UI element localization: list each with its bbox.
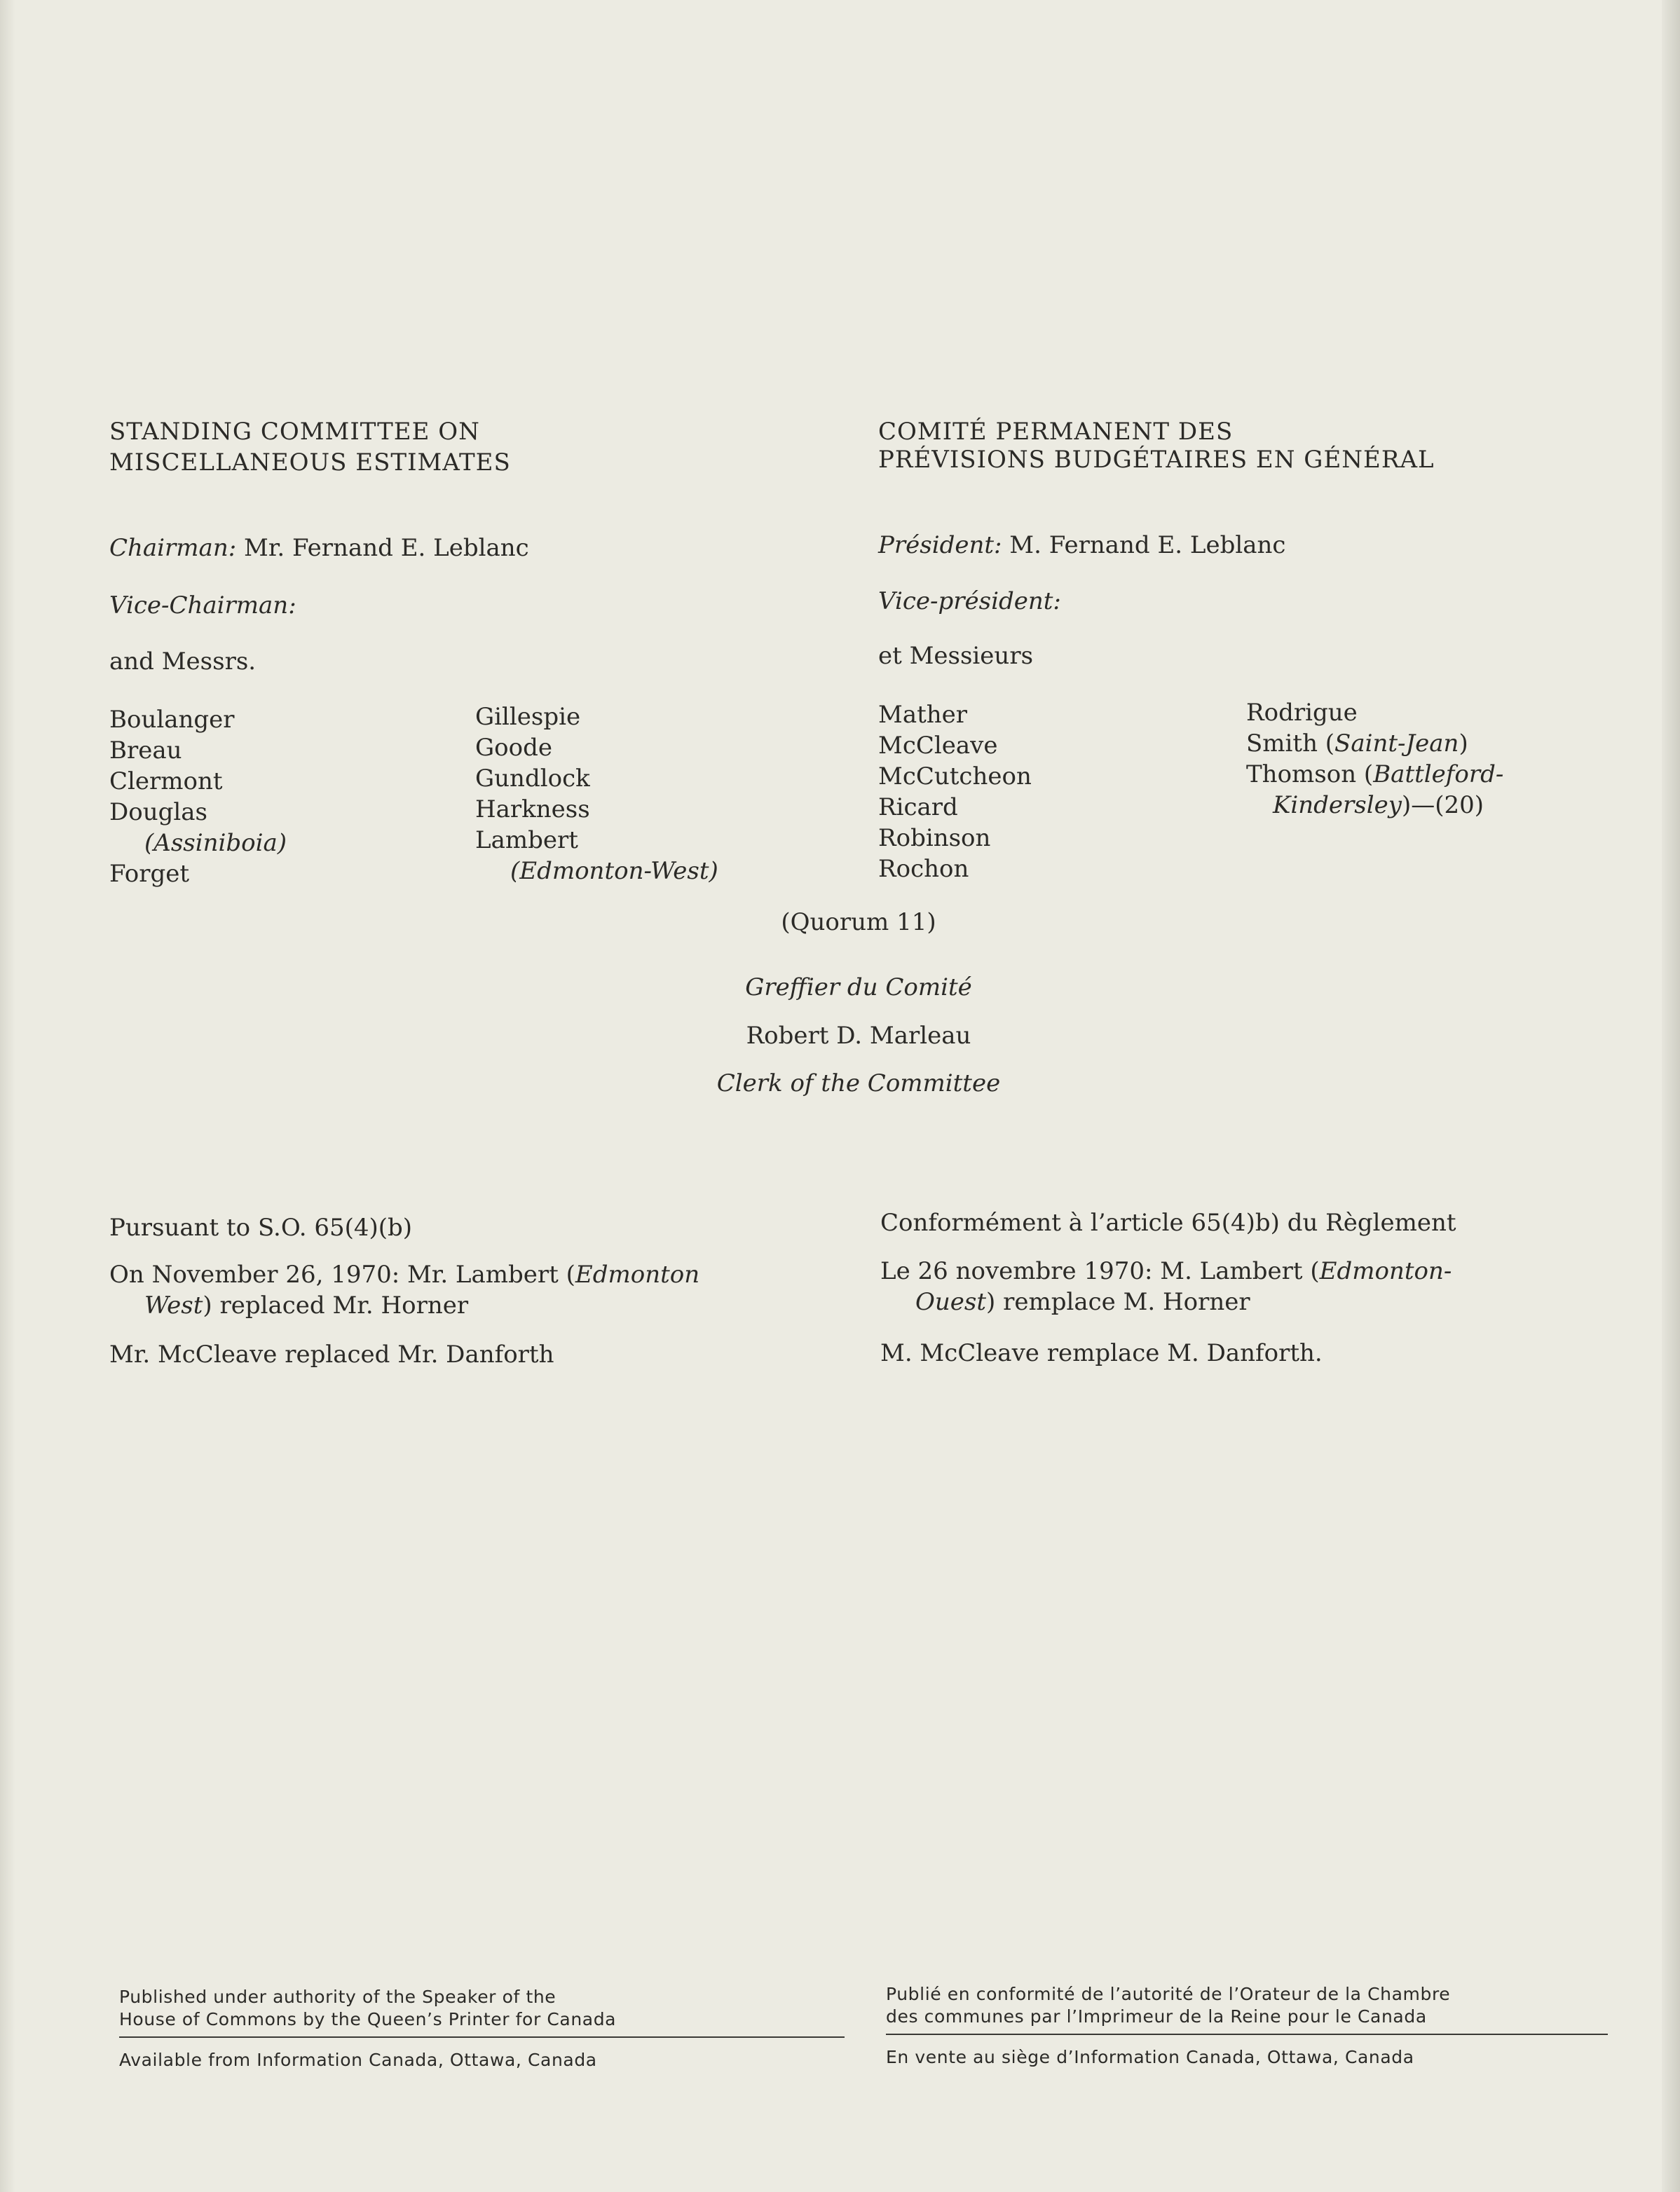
footer-divider-fr (886, 2034, 1608, 2035)
chairman-name: Mr. Fernand E. Leblanc (244, 534, 529, 562)
riding: Edmonton (575, 1261, 700, 1289)
chairman-label: Chairman: (109, 534, 237, 562)
member-total: )—(20) (1401, 791, 1484, 819)
president-name: M. Fernand E. Leblanc (1009, 531, 1286, 559)
committee-title-fr-line1: COMITÉ PERMANENT DES (878, 418, 1234, 446)
substitution-text: ) replaced Mr. Horner (203, 1292, 469, 1320)
member-riding: Kindersley (1273, 791, 1402, 819)
substitution-text: On November 26, 1970: Mr. Lambert ( (109, 1261, 575, 1289)
member-riding: (Edmonton-West) (510, 857, 718, 885)
member-name: Boulanger (109, 706, 235, 734)
president-line (878, 530, 1285, 561)
published-fr-line2: des communes par l’Imprimeur de la Reine pour le Canada (886, 2006, 1427, 2027)
member-riding: Saint-Jean (1334, 729, 1459, 758)
available-en: Available from Information Canada, Ottawa, Canada (119, 2050, 597, 2070)
member-name: Ricard (878, 793, 958, 821)
member-name: Douglas (109, 798, 207, 826)
member-riding: (Assiniboia) (144, 829, 287, 857)
member-name: Breau (109, 737, 182, 765)
member-name: Lambert (475, 826, 578, 854)
member-name: Smith ( (1246, 729, 1335, 758)
member-name: Rodrigue (1246, 699, 1358, 727)
committee-title-en-line2: MISCELLANEOUS ESTIMATES (109, 448, 511, 477)
substitution-text: ) remplace M. Horner (986, 1288, 1250, 1316)
member-riding: Battleford- (1373, 760, 1504, 788)
member-name: Rochon (878, 855, 969, 883)
member-name: Gundlock (475, 765, 590, 793)
member-name: Harkness (475, 795, 590, 823)
substitution-text: Le 26 novembre 1970: M. Lambert ( (880, 1257, 1320, 1285)
greffier-label: Greffier du Comité (745, 973, 972, 1001)
substitution-1-cont (915, 1287, 1250, 1317)
riding: West (144, 1292, 203, 1320)
member-name: Robinson (878, 824, 991, 852)
substitution-1-cont (144, 1290, 468, 1321)
footer-divider-en (119, 2036, 845, 2038)
president-label: Président: (878, 531, 1002, 559)
riding: Edmonton- (1319, 1257, 1452, 1285)
binding-edge (0, 0, 15, 2192)
vice-chairman-label: Vice-Chairman: (109, 591, 296, 619)
committee-title-fr-line2: PRÉVISIONS BUDGÉTAIRES EN GÉNÉRAL (878, 446, 1435, 474)
available-fr: En vente au siège d’Information Canada, Ottawa, Canada (886, 2047, 1414, 2067)
member-name: McCleave (878, 732, 998, 760)
quorum: (Quorum 11) (781, 908, 936, 936)
riding: Ouest (915, 1288, 987, 1316)
member-name: McCutcheon (878, 762, 1032, 790)
et-messieurs: et Messieurs (878, 642, 1034, 670)
substitution-1 (880, 1256, 1452, 1287)
substitution-1 (109, 1259, 699, 1290)
member-name-with-riding (1246, 759, 1503, 790)
published-en-line1: Published under authority of the Speaker of the (119, 1987, 556, 2007)
substitution-2: M. McCleave remplace M. Danforth. (880, 1339, 1323, 1367)
member-name: Forget (109, 860, 190, 888)
chairman-line (109, 533, 529, 563)
member-name: Clermont (109, 767, 223, 795)
committee-title-en-line1: STANDING COMMITTEE ON (109, 418, 480, 446)
and-messrs: and Messrs. (109, 648, 257, 676)
published-fr-line1: Publié en conformité de l’autorité de l’Orateur de la Chambre (886, 1984, 1451, 2004)
member-name: Gillespie (475, 703, 581, 731)
page-edge (1662, 0, 1680, 2192)
clerk-title: Clerk of the Committee (716, 1069, 1001, 1097)
member-name-with-riding: Smith (Saint-Jean) (1246, 729, 1468, 758)
vice-president-label: Vice-président: (878, 587, 1061, 615)
member-name: Mather (878, 701, 968, 729)
substitution-2: Mr. McCleave replaced Mr. Danforth (109, 1341, 554, 1369)
clerk-name: Robert D. Marleau (746, 1022, 971, 1050)
member-riding-continued (1273, 790, 1484, 821)
published-en-line2: House of Commons by the Queen’s Printer for Canada (119, 2009, 617, 2029)
conformement-line: Conformément à l’article 65(4)b) du Règlement (880, 1209, 1456, 1237)
member-name: Thomson ( (1246, 760, 1374, 788)
member-name: Goode (475, 734, 552, 762)
pursuant-line: Pursuant to S.O. 65(4)(b) (109, 1214, 413, 1242)
